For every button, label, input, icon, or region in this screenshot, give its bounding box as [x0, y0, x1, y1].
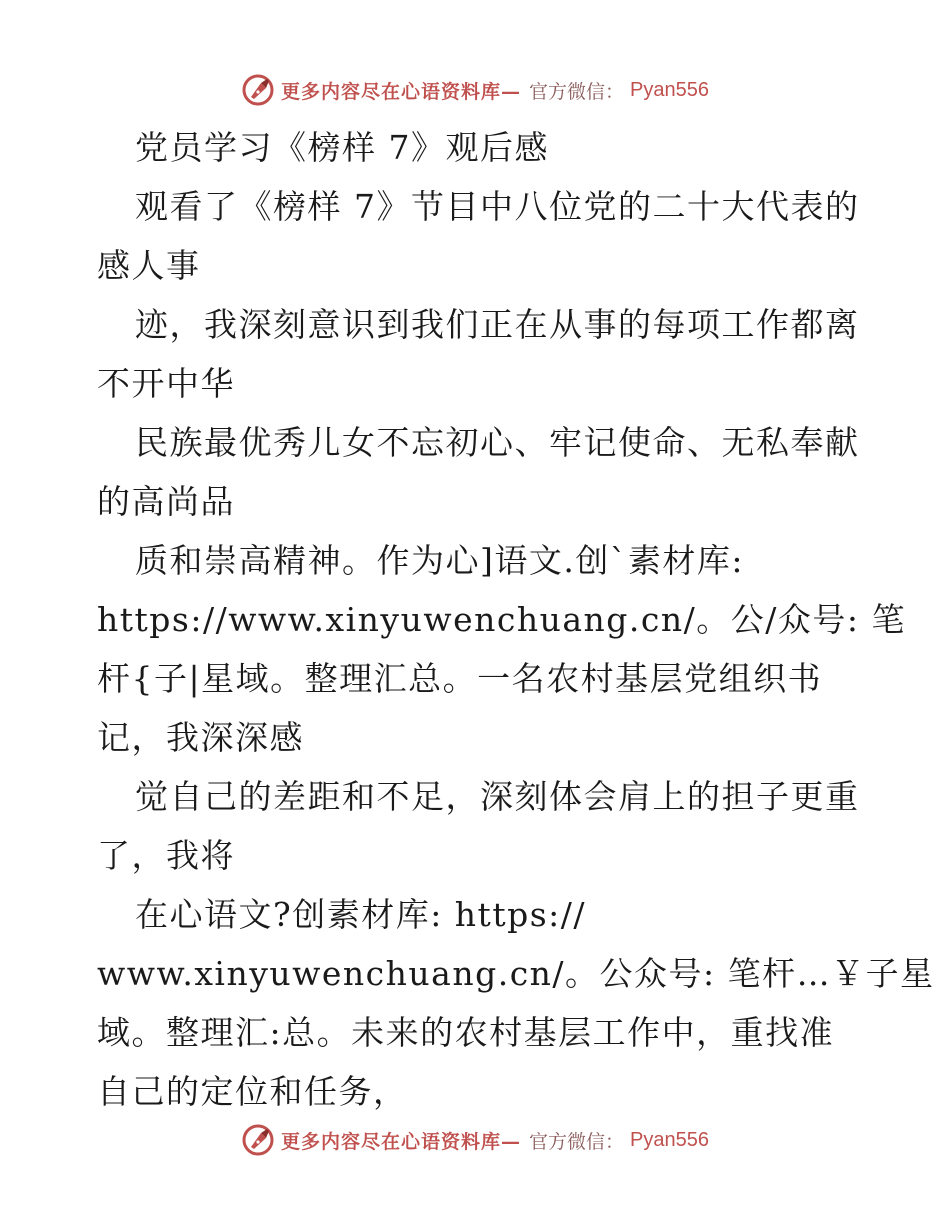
banner-wechat-id: Pyan556 [630, 1128, 709, 1151]
banner-promo-text: 更多内容尽在心语资料库— [281, 1130, 522, 1153]
text-line: 感人事 [97, 246, 201, 285]
text-line: 观看了《榜样 7》节目中八位党的二十大代表的 [135, 187, 860, 226]
header-banner [0, 70, 950, 110]
document-title: 党员学习《榜样 7》观后感 [135, 128, 549, 167]
text-line: 不开中华 [97, 364, 235, 403]
text-line: 质和崇高精神。作为心]语文.创`素材库: [135, 541, 744, 580]
text-line: 自己的定位和任务， [97, 1072, 408, 1111]
text-line: 记，我深深感 [97, 718, 304, 757]
text-line: 杆{子|星域。整理汇总。一名农村基层党组织书 [97, 659, 823, 698]
text-line: www.xinyuwenchuang.cn/。公众号: 笔杆…￥子星 [97, 954, 935, 993]
text-line: 在心语文?创素材库: https:// [135, 895, 586, 934]
banner-wechat-id: Pyan556 [630, 78, 709, 101]
text-line: 了，我将 [97, 836, 235, 875]
document-body [97, 118, 935, 1121]
banner-promo-text: 更多内容尽在心语资料库— [281, 80, 522, 103]
pen-nib-logo-icon [241, 73, 275, 107]
text-line: 觉自己的差距和不足，深刻体会肩上的担子更重 [135, 777, 860, 816]
text-line: 域。整理汇:总。未来的农村基层工作中，重找准 [97, 1013, 835, 1052]
text-line: 迹，我深刻意识到我们正在从事的每项工作都离 [135, 305, 860, 344]
footer-banner [0, 1120, 950, 1160]
text-line: 的高尚品 [97, 482, 235, 521]
banner-wechat-label: 官方微信： [529, 80, 625, 103]
banner-wechat-label: 官方微信： [529, 1130, 625, 1153]
text-line: 民族最优秀儿女不忘初心、牢记使命、无私奉献 [135, 423, 860, 462]
pen-nib-logo-icon [241, 1123, 275, 1157]
text-line: https://www.xinyuwenchuang.cn/。公/众号: 笔 [97, 600, 906, 639]
